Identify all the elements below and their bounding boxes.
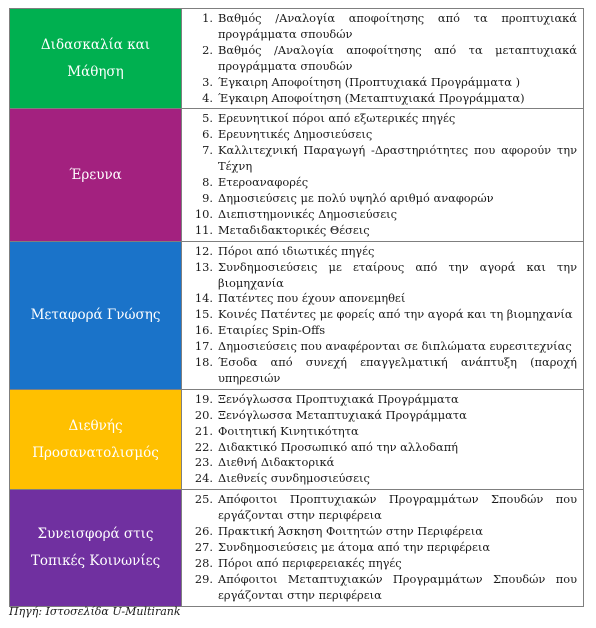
category-title-line: Συνεισφορά στις (37, 525, 154, 542)
indicator-item (187, 556, 577, 572)
section-row (10, 241, 584, 389)
indicator-text: Πόροι από περιφερειακές πηγές (218, 555, 402, 570)
indicator-item (187, 408, 577, 424)
indicator-text: Ξενόγλωσσα Προπτυχιακά Προγράμματα (218, 391, 459, 406)
indicator-number: 27. (194, 540, 213, 554)
indicator-number: 29. (194, 571, 213, 586)
indicator-text: Διδακτικό Προσωπικό από την αλλοδαπή (218, 439, 459, 454)
category-cell (10, 389, 182, 489)
indicator-text: Μεταδιδακτορικές Θέσεις (218, 222, 370, 237)
category-title-line: Διεθνής (68, 417, 123, 434)
indicator-number: 9. (202, 190, 213, 205)
indicator-number: 25. (194, 492, 213, 507)
indicator-item (187, 91, 577, 107)
indicator-item (187, 524, 577, 540)
indicator-text: Διεθνή Διδακτορικά (218, 455, 335, 470)
indicator-item (187, 223, 577, 239)
indicator-number: 12. (194, 243, 213, 258)
indicator-item (187, 307, 577, 323)
category-title-line: Διδασκαλία και (40, 36, 151, 53)
indicator-text: Έγκαιρη Αποφοίτηση (Προπτυχιακά Προγράμματα ) (218, 74, 521, 89)
indicator-item (187, 11, 577, 43)
indicator-item (187, 540, 577, 556)
indicator-number: 3. (202, 74, 213, 89)
indicator-list-cell (182, 490, 584, 606)
indicator-text: Βαθμός /Αναλογία αποφοίτησης από τα μεταπτυχιακά προγράμματα σπουδών (218, 42, 577, 73)
indicator-text: Διεπιστημονικές Δημοσιεύσεις (218, 206, 398, 221)
indicator-number: 14. (194, 291, 213, 306)
category-cell (10, 9, 182, 109)
indicator-list-cell (182, 241, 584, 389)
indicator-item (187, 244, 577, 260)
indicator-text: Διεθνείς συνδημοσιεύσεις (218, 471, 370, 486)
indicator-number: 20. (194, 407, 213, 422)
indicator-list-cell (182, 389, 584, 489)
indicator-text: Εταιρίες Spin-Offs (218, 323, 326, 338)
indicator-item (187, 455, 577, 471)
indicator-text: Ερευνητικοί πόροι από εξωτερικές πηγές (218, 111, 456, 126)
indicator-number: 24. (194, 471, 213, 486)
indicator-item (187, 339, 577, 355)
indicator-text: Πατέντες που έχουν απονεμηθεί (218, 291, 406, 306)
indicator-number: 28. (194, 555, 213, 570)
indicators-table-body (10, 9, 584, 607)
indicator-item (187, 355, 577, 387)
indicator-item (187, 260, 577, 292)
indicator-item (187, 175, 577, 191)
indicator-item (187, 75, 577, 91)
indicator-text: Ξενόγλωσσα Μεταπτυχιακά Προγράμματα (218, 407, 467, 422)
indicator-item (187, 143, 577, 175)
indicator-text: Απόφοιτοι Μεταπτυχιακών Προγραμμάτων Σπουδών που εργάζονται στην περιφέρεια (218, 571, 577, 602)
indicator-item (187, 440, 577, 456)
category-title-line: Μεταφορά Γνώσης (30, 306, 161, 323)
indicator-item (187, 424, 577, 440)
section-row (10, 9, 584, 109)
indicator-number: 10. (194, 206, 213, 221)
indicator-item (187, 111, 577, 127)
indicator-list (187, 111, 577, 238)
indicator-number: 2. (202, 42, 213, 57)
indicator-number: 4. (202, 90, 213, 105)
indicator-number: 13. (194, 259, 213, 274)
indicator-text: Βαθμός /Αναλογία αποφοίτησης από τα προπτυχιακά προγράμματα σπουδών (218, 11, 577, 41)
indicator-text: Κοινές Πατέντες με φορείς από την αγορά και τη βιομηχανία (218, 307, 573, 322)
indicator-number: 7. (202, 143, 213, 158)
indicator-text: Ερευνητικές Δημοσιεύσεις (218, 127, 373, 142)
indicator-text: Συνδημοσιεύσεις με άτομα από την περιφέρεια (218, 540, 491, 554)
indicator-number: 1. (202, 11, 213, 25)
indicator-number: 16. (194, 323, 213, 338)
indicator-list-cell (182, 109, 584, 241)
category-cell (10, 490, 182, 606)
indicator-number: 21. (194, 423, 213, 438)
category-title-line: Έρευνα (69, 166, 122, 183)
indicator-text: Φοιτητική Κινητικότητα (218, 423, 359, 438)
indicator-text: Συνδημοσιεύσεις με εταίρους από την αγορά και την βιομηχανία (218, 259, 577, 290)
indicator-number: 11. (194, 222, 213, 237)
indicator-list (187, 492, 577, 603)
indicator-text: Καλλιτεχνική Παραγωγή -Δραστηριότητες που αφορούν την Τέχνη (218, 143, 577, 174)
indicator-item (187, 492, 577, 524)
indicators-table (9, 8, 584, 607)
indicator-text: Έγκαιρη Αποφοίτηση (Μεταπτυχιακά Προγράμματα) (218, 90, 525, 105)
indicator-list (187, 244, 577, 387)
indicator-text: Πόροι από ιδιωτικές πηγές (218, 243, 375, 258)
indicator-item (187, 572, 577, 604)
indicator-number: 5. (202, 111, 213, 126)
indicator-item (187, 291, 577, 307)
indicator-number: 6. (202, 127, 213, 142)
indicator-text: Δημοσιεύσεις που αναφέρονται σε διπλώματα ευρεσιτεχνίας (218, 339, 572, 354)
indicator-number: 23. (194, 455, 213, 470)
indicator-list (187, 392, 577, 487)
category-title-line: Μάθηση (67, 63, 124, 80)
indicator-text: Έσοδα από συνεχή επαγγελματική ανάπτυξη (παροχή υπηρεσιών (218, 355, 577, 385)
indicator-text: Ετεροαναφορές (218, 175, 309, 190)
indicator-number: 19. (194, 391, 213, 406)
indicator-item (187, 43, 577, 75)
indicator-item (187, 191, 577, 207)
indicator-list (187, 11, 577, 106)
indicator-number: 26. (194, 524, 213, 539)
category-cell (10, 109, 182, 241)
indicator-list-cell (182, 9, 584, 109)
section-row (10, 389, 584, 489)
category-title-line: Τοπικές Κοινωνίες (30, 552, 161, 569)
indicator-text: Απόφοιτοι Προπτυχιακών Προγραμμάτων Σπουδών που εργάζονται στην περιφέρεια (218, 492, 577, 523)
indicator-item (187, 392, 577, 408)
section-row (10, 490, 584, 606)
category-cell (10, 241, 182, 389)
indicator-text: Πρακτική Άσκηση Φοιτητών στην Περιφέρεια (218, 524, 483, 539)
indicator-item (187, 323, 577, 339)
indicator-number: 18. (194, 355, 213, 370)
indicator-number: 22. (194, 439, 213, 454)
source-note: Πηγή: Ιστοσελίδα U-Multirank (9, 605, 181, 618)
indicator-item (187, 127, 577, 143)
indicator-text: Δημοσιεύσεις με πολύ υψηλό αριθμό αναφορών (218, 190, 494, 205)
section-row (10, 109, 584, 241)
indicator-item (187, 207, 577, 223)
indicator-number: 17. (194, 339, 213, 354)
indicator-item (187, 471, 577, 487)
category-title-line: Προσανατολισμός (32, 444, 159, 461)
indicator-number: 15. (194, 307, 213, 322)
indicator-number: 8. (202, 175, 213, 190)
